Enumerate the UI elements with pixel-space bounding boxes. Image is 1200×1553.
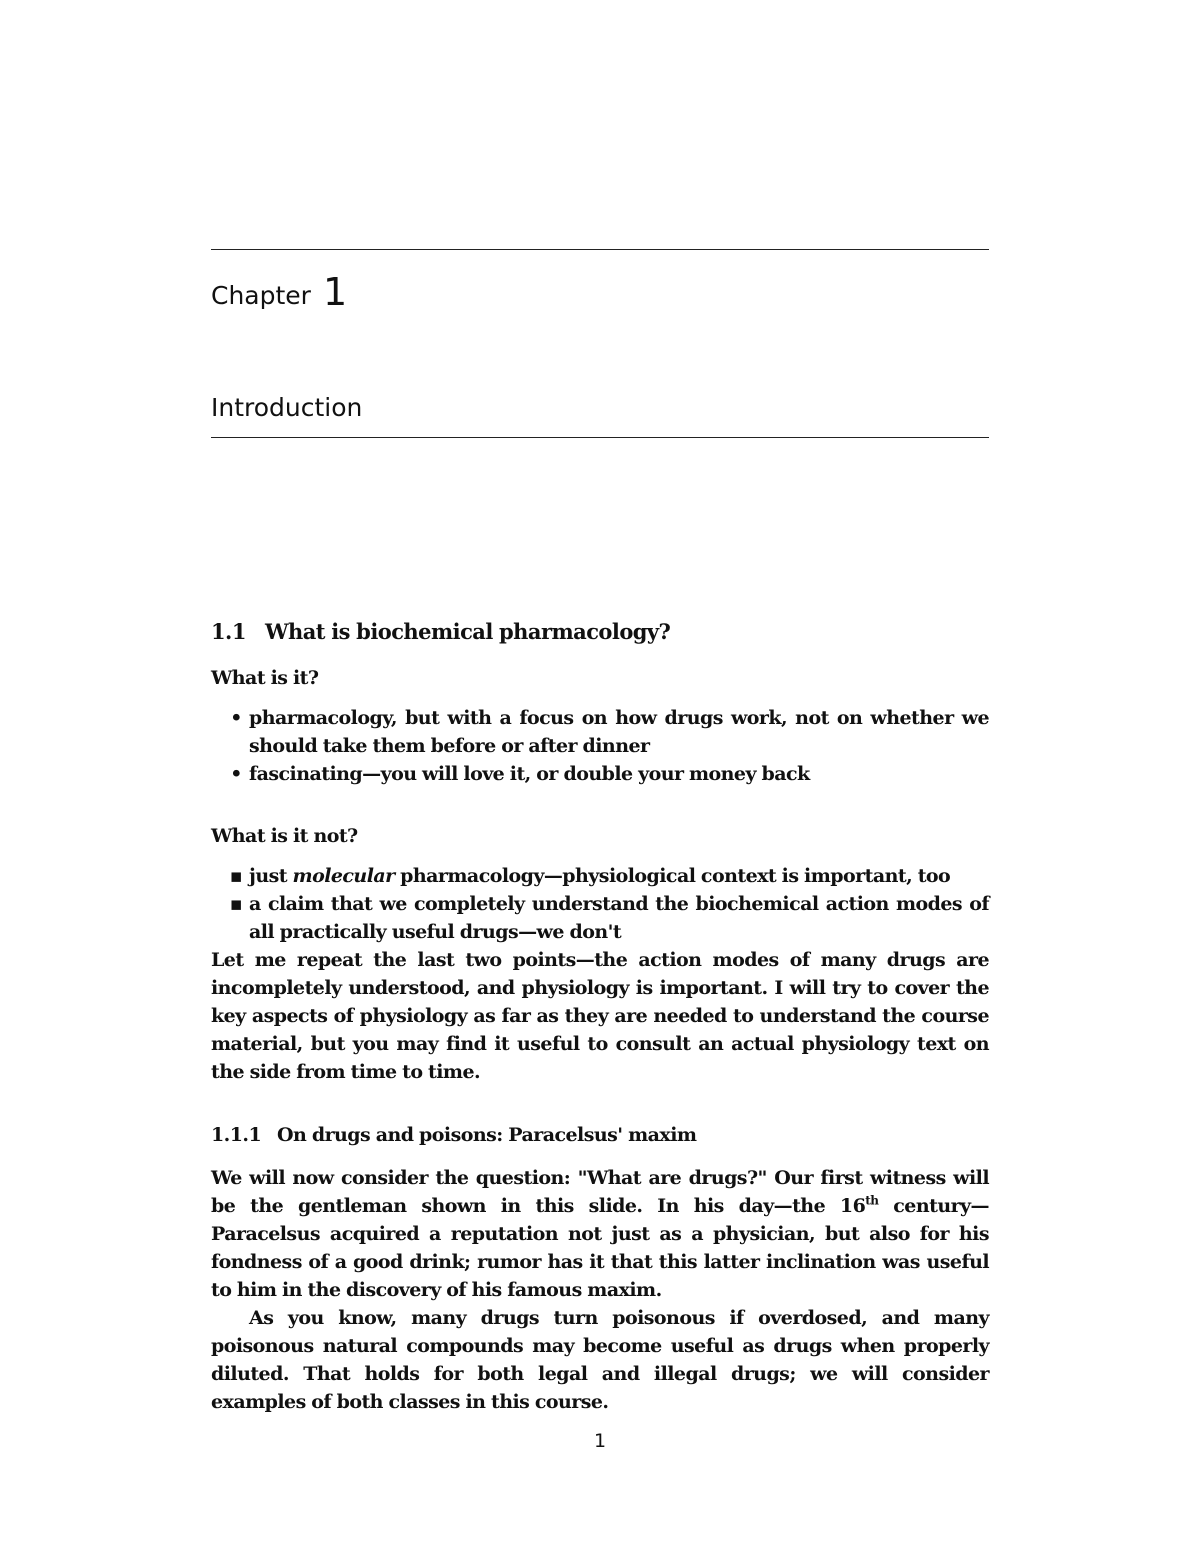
- paragraph-text: century—Paracelsus acquired a reputation not just as a physician, but also for his fondness of a good drink; rumor has it that this latter inclination was useful to him in the discovery of his famous maxim.: [211, 1195, 989, 1301]
- drugs-paragraph: As you know, many drugs turn poisonous if overdosed, and many poisonous natural compounds may become useful as drugs when properly diluted. That holds for both legal and illegal drugs; we will consider examples of both classes in this course.: [211, 1307, 989, 1413]
- subsection-heading: [211, 1120, 989, 1150]
- section-number: 1.1: [211, 619, 246, 644]
- chapter-top-rule: [211, 249, 989, 250]
- bullet-dot-icon: •: [230, 763, 242, 785]
- chapter-body: [211, 612, 989, 1416]
- section-title: What is biochemical pharmacology?: [265, 619, 671, 644]
- what-is-it-not-lead: What is it not?: [211, 825, 358, 847]
- bullet-square-icon: ▪: [229, 893, 243, 915]
- what-is-it-not-list: [211, 862, 989, 946]
- ordinal-superscript: th: [865, 1193, 879, 1208]
- subsection-number: 1.1.1: [211, 1124, 262, 1146]
- chapter-heading: [211, 268, 347, 320]
- list-item-text: pharmacology, but with a focus on how drugs work, not on whether we should take them before or after dinner: [249, 707, 989, 757]
- list-item: [229, 862, 989, 890]
- chapter-number: 1: [322, 270, 348, 314]
- chapter-label: Chapter: [211, 281, 311, 310]
- list-item-text: fascinating—you will love it, or double your money back: [249, 763, 810, 785]
- paragraph-text: We will now consider the question: "What are drugs?" Our first witness will be the gentleman shown in this slide. In his day—the 16: [211, 1167, 989, 1217]
- list-item: [230, 704, 989, 760]
- chapter-bottom-rule: [211, 437, 989, 438]
- section-heading: [211, 612, 989, 652]
- list-item-text: a claim that we completely understand the biochemical action modes of all practically useful drugs—we don't: [249, 893, 989, 943]
- what-is-it-lead: What is it?: [211, 667, 319, 689]
- what-is-it-list: [211, 704, 989, 788]
- repeat-paragraph: Let me repeat the last two points—the action modes of many drugs are incompletely understood, and physiology is important. I will try to cover the key aspects of physiology as far as they are needed to understand the course material, but you may find it useful to consult an actual physiology text on the side from time to time.: [211, 949, 989, 1083]
- page-number: 1: [593, 1430, 607, 1452]
- list-item-suffix: pharmacology—physiological context is important, too: [394, 865, 951, 887]
- bullet-dot-icon: •: [230, 707, 242, 729]
- list-item: [230, 760, 989, 788]
- subsection-title: On drugs and poisons: Paracelsus' maxim: [277, 1124, 697, 1146]
- paracelsus-paragraph: [211, 1164, 989, 1304]
- chapter-title: Introduction: [211, 393, 363, 422]
- list-item-emphasis: molecular: [292, 865, 395, 887]
- bullet-square-icon: ▪: [229, 865, 243, 887]
- list-item: [229, 890, 989, 946]
- list-item-prefix: just: [249, 865, 293, 887]
